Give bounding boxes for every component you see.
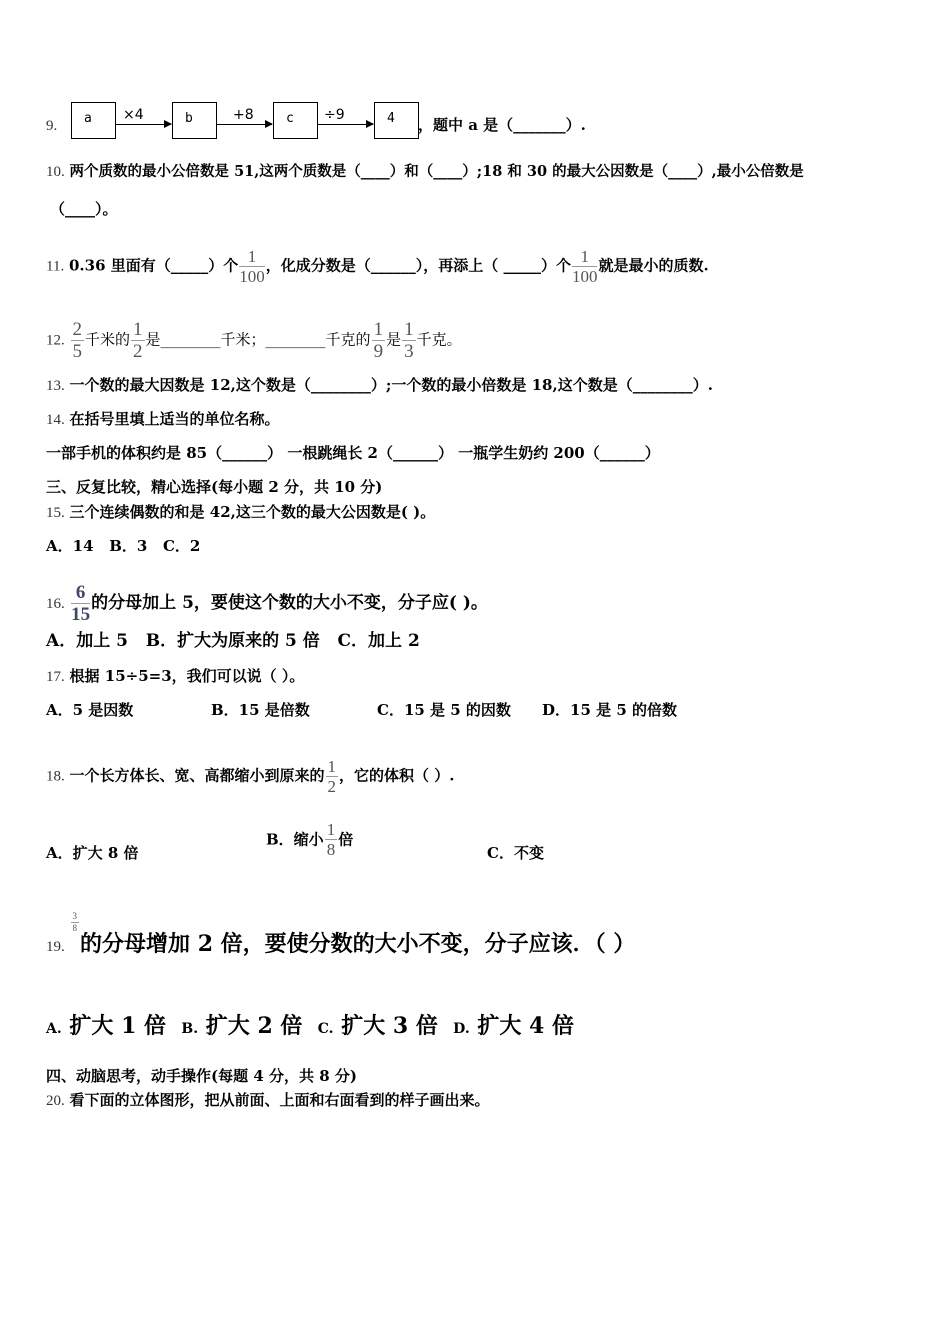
q9-text: ，题中 a 是（_______）. <box>418 116 586 134</box>
q20-text: 看下面的立体图形，把从前面、上面和右面看到的样子画出来。 <box>69 1091 490 1109</box>
q12-text: 千米的 <box>85 330 131 349</box>
fraction: $\frac{1}{8}$ <box>326 820 336 859</box>
option-c[interactable]: C．15 是 5 的因数 <box>377 701 511 719</box>
question-number: 18. <box>46 768 65 785</box>
question-19 <box>46 911 636 961</box>
fraction: $\frac{1}{3}$ <box>404 319 414 362</box>
q15-text: 三个连续偶数的和是 42,这三个数的最大公因数是( )。 <box>69 503 436 521</box>
arrow-icon <box>318 124 373 125</box>
option-a[interactable]: A．5 是因数 <box>46 701 134 719</box>
option-a[interactable]: A．扩大 8 倍 <box>46 844 139 862</box>
q16-text: 的分母加上 5，要使这个数的大小不变，分子应( )。 <box>91 593 488 613</box>
fraction: $\frac{1}{9}$ <box>373 319 384 362</box>
fraction: $\frac{1}{100}$ <box>571 247 598 286</box>
q18-text: 一个长方体长、宽、高都缩小到原来的 <box>69 766 325 785</box>
q11-text: 0.36 里面有（_____）个 <box>68 256 239 275</box>
question-17 <box>46 666 304 687</box>
arrow-icon <box>217 124 272 125</box>
question-16 <box>46 583 488 624</box>
q19-text: 的分母增加 2 倍，要使分数的大小不变，分子应该．（ ） <box>80 931 636 957</box>
flow-box-a: a <box>71 102 116 139</box>
question-number: 12. <box>46 332 65 349</box>
option-d[interactable]: D．15 是 5 的倍数 <box>542 701 677 719</box>
q19-options <box>46 1012 574 1043</box>
option-b[interactable]: B．3 <box>109 537 148 555</box>
q11-text: ，化成分数是（______），再添上（ _____）个 <box>265 256 571 275</box>
fraction: $\frac{1}{2}$ <box>327 757 337 796</box>
flow-op-2: +8 <box>233 107 254 123</box>
fraction: $\frac{1}{2}$ <box>133 319 143 362</box>
q10-text-cont: （____）。 <box>50 200 118 218</box>
option-c[interactable]: C. 扩大 3 倍 <box>317 1013 438 1039</box>
question-number: 15. <box>46 505 65 521</box>
flow-box-result: 4 <box>374 102 419 139</box>
option-a[interactable]: A. 扩大 1 倍 <box>46 1013 167 1039</box>
flow-box-b: b <box>172 102 217 139</box>
option-b[interactable]: B．扩大为原来的 5 倍 <box>145 631 320 651</box>
q15-options <box>46 536 200 556</box>
question-13 <box>46 375 713 396</box>
q12-text: 是 <box>386 330 402 349</box>
arrow-icon <box>116 124 171 125</box>
fraction: $\frac{1}{100}$ <box>239 247 265 286</box>
option-c[interactable]: C．不变 <box>487 844 544 862</box>
fraction: $\frac{6}{15}$ <box>71 582 91 625</box>
option-b[interactable]: B．缩小 $\frac{1}{8}$ 倍 <box>266 820 354 859</box>
q17-text: 根据 15÷5=3，我们可以说（ ）。 <box>69 667 305 685</box>
fraction: $\frac{2}{5}$ <box>72 319 83 362</box>
q10-text: 两个质数的最小公倍数是 51,这两个质数是（____）和（____）;18 和 30 的最大公因数是（____）,最小公倍数是 <box>69 163 804 180</box>
q14-blanks: 一部手机的体积约是 85（______） 一根跳绳长 2（______） 一瓶学生奶约 200（______） <box>46 444 660 462</box>
q11-text: 就是最小的质数. <box>598 256 709 275</box>
question-number: 19. <box>46 939 65 955</box>
flow-op-1: ×4 <box>123 107 144 123</box>
question-number: 13. <box>46 378 65 394</box>
question-number: 16. <box>46 596 65 612</box>
question-12 <box>46 320 462 361</box>
section-3-title: 三、反复比较，精心选择(每小题 2 分，共 10 分) <box>46 478 383 496</box>
option-b[interactable]: B．15 是倍数 <box>211 701 310 719</box>
question-20 <box>46 1090 490 1111</box>
question-number: 14. <box>46 412 65 428</box>
option-a[interactable]: A．加上 5 <box>46 631 128 651</box>
flow-box-c: c <box>273 102 318 139</box>
q12-text: 是________千米；________千克的 <box>145 330 371 349</box>
option-d[interactable]: D. 扩大 4 倍 <box>453 1013 574 1039</box>
question-11 <box>46 248 709 285</box>
q12-text: 千克。 <box>416 330 462 349</box>
question-9 <box>46 115 57 136</box>
question-18 <box>46 758 455 795</box>
question-15 <box>46 502 435 523</box>
option-b[interactable]: B. 扩大 2 倍 <box>181 1013 303 1039</box>
question-14 <box>46 409 280 430</box>
q16-options <box>46 631 420 651</box>
option-c[interactable]: C．2 <box>162 537 201 555</box>
q13-text: 一个数的最大因数是 12,这个数是（________）;一个数的最小倍数是 18,这个数是（________）. <box>69 376 713 394</box>
flow-op-3: ÷9 <box>324 107 345 123</box>
question-number: 9. <box>46 118 58 134</box>
question-10 <box>46 161 804 182</box>
q18-text: ，它的体积（ ）. <box>339 766 455 785</box>
question-number: 17. <box>46 669 65 685</box>
option-a[interactable]: A．14 <box>46 537 94 555</box>
question-number: 11. <box>46 258 65 275</box>
section-4-title: 四、动脑思考，动手操作(每题 4 分，共 8 分) <box>46 1067 357 1085</box>
fraction: $\frac{3}{8}$ <box>72 911 78 933</box>
question-number: 10. <box>46 164 65 180</box>
q14-text: 在括号里填上适当的单位名称。 <box>69 410 280 428</box>
question-number: 20. <box>46 1093 65 1109</box>
option-c[interactable]: C．加上 2 <box>337 631 420 651</box>
